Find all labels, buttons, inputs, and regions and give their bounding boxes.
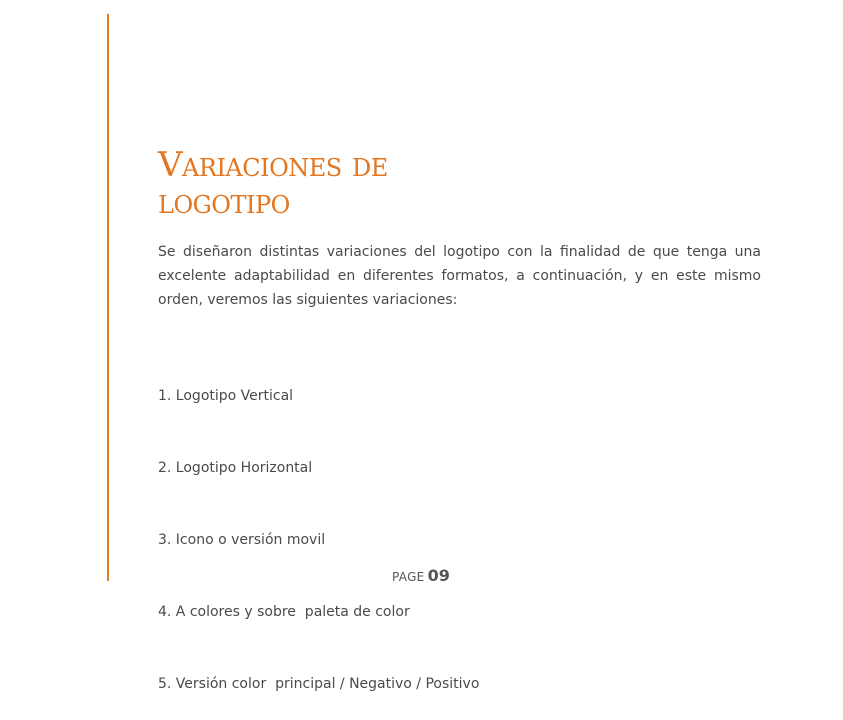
- list-item: 4. A colores y sobre paleta de color: [158, 604, 410, 620]
- intro-paragraph: Se diseñaron distintas variaciones del logotipo con la finalidad de que tenga una excelente adaptabilidad en diferentes formatos, a continuación, y en este mismo orden, veremos las siguientes variaciones:: [158, 244, 761, 308]
- list-item: 1. Logotipo Vertical: [158, 388, 294, 404]
- list-item: 2. Logotipo Horizontal: [158, 460, 313, 476]
- page-footer: [392, 566, 450, 585]
- list-item: 3. Icono o versión movil: [158, 532, 326, 548]
- page-number: 09: [427, 566, 450, 585]
- page-label: PAGE: [392, 570, 425, 584]
- variations-list: [158, 336, 479, 720]
- page-title-line-2: logotipo: [158, 182, 290, 222]
- page-title-line-1: Variaciones de: [158, 145, 388, 185]
- margin-rule: [107, 14, 109, 581]
- page-title: [158, 147, 558, 221]
- list-item: 5. Versión color principal / Negativo / Positivo: [158, 676, 480, 692]
